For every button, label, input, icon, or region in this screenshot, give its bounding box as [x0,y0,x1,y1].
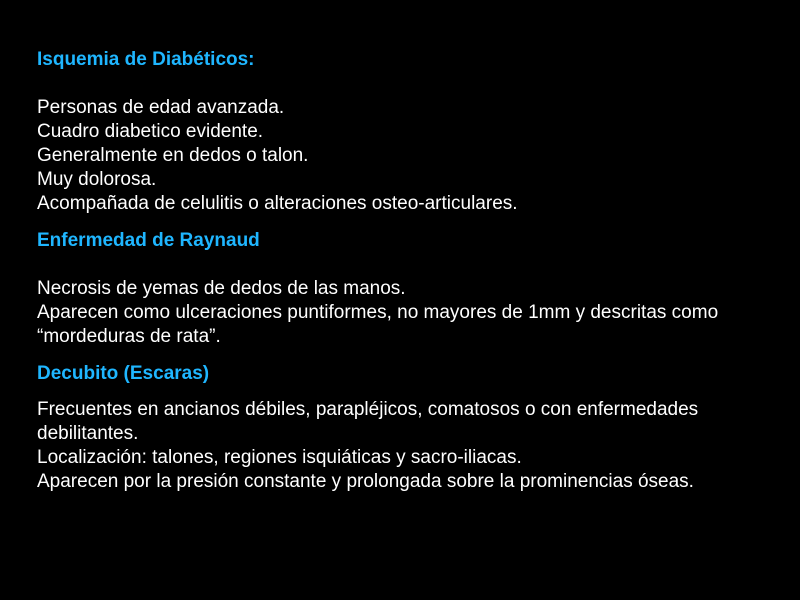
body-line: Necrosis de yemas de dedos de las manos. [37,278,406,299]
section-heading: Decubito (Escaras) [37,363,210,384]
body-line: Frecuentes en ancianos débiles, parapléjicos, comatosos o con enfermedades debilitantes. [37,399,699,444]
body-line: Aparecen por la presión constante y prolongada sobre la prominencias óseas. [37,471,694,492]
section-body [37,277,767,349]
body-line: Acompañada de celulitis o alteraciones osteo-articulares. [37,193,518,214]
section-heading: Isquemia de Diabéticos: [37,49,255,70]
section-enfermedad-raynaud [37,229,767,349]
section-decubito-escaras [37,362,767,494]
section-body [37,96,767,216]
section-heading: Enfermedad de Raynaud [37,230,260,251]
body-line: Personas de edad avanzada. [37,97,285,118]
body-line: Cuadro diabetico evidente. [37,121,264,142]
body-line: Generalmente en dedos o talon. [37,145,309,166]
section-isquemia-diabeticos [37,48,767,216]
body-line: Muy dolorosa. [37,169,157,190]
body-line: Localización: talones, regiones isquiáticas y sacro-iliacas. [37,447,522,468]
body-line: Aparecen como ulceraciones puntiformes, no mayores de 1mm y descritas como “mordeduras de rata”. [37,302,719,347]
slide-content [37,48,767,494]
section-body [37,398,767,494]
